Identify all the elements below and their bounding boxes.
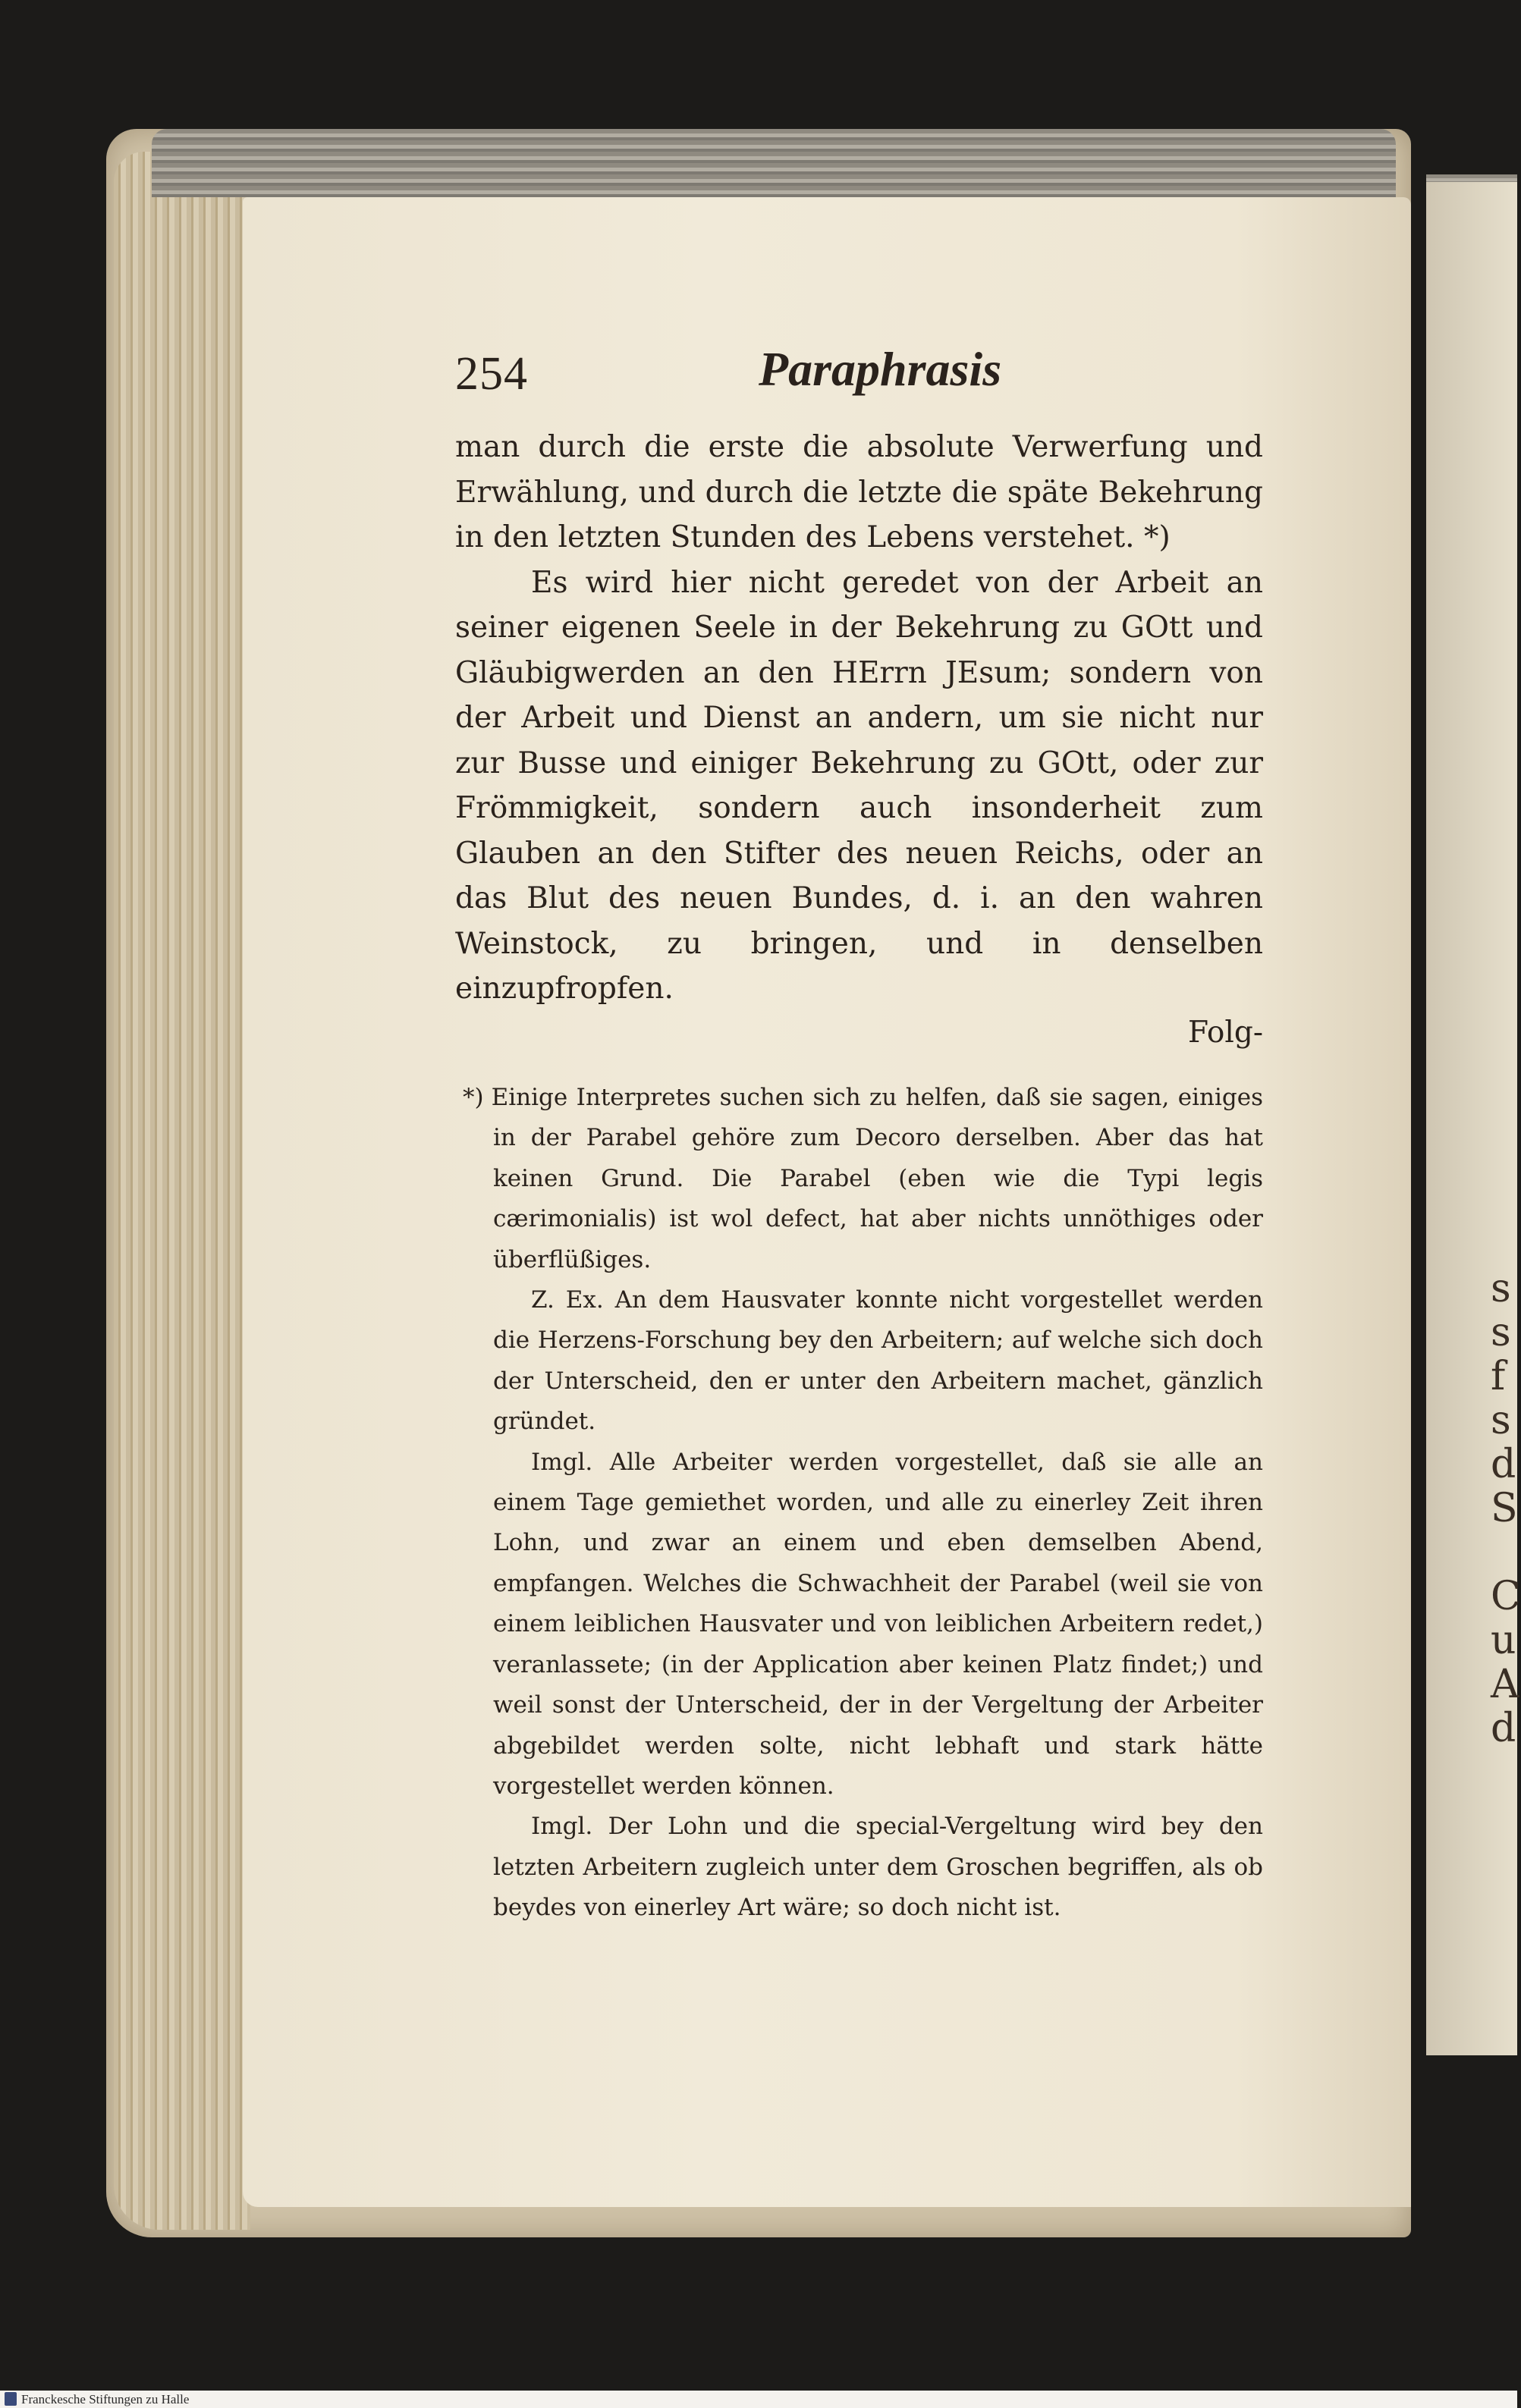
footer-bar [0, 2391, 1517, 2408]
footnote-marker: *) [463, 1084, 484, 1111]
facing-page-text-fragments [1491, 1266, 1521, 1751]
footnote-paragraph: Imgl. Alle Arbeiter werden vorgestellet, daß sie alle an einem Tage gemiethet worden, und alle zu einerley Zeit ihren Lohn, und zwar an einem und eben demselben Abend, empfangen. Welches die Schwachheit der Parabel (weil sie von einem leiblichen Hausvater und von leiblichen Arbeitern redet,) veranlassete; (in der Application aber keinen Platz findet;) und weil sonst der Unterscheid, der in der Vergeltung der Arbeiter abgebildet werden solte, nicht lebhaft und stark hätte vorgestellet werden können. [493, 1448, 1263, 1800]
footnote-paragraph: Z. Ex. An dem Hausvater konnte nicht vorgestellet werden die Herzens-Forschung bey den Arbeitern; auf welche sich doch der Unterscheid, den er unter den Arbeitern machet, gänzlich gründet. [493, 1286, 1263, 1436]
institution-logo-icon [5, 2392, 17, 2406]
footnote-paragraph: Imgl. Der Lohn und die special-Vergeltung wird bey den letzten Arbeitern zugleich unter dem Groschen begriffen, als ob beydes von einerley Art wäre; so doch nicht ist. [493, 1813, 1263, 1922]
facing-glyph: C [1491, 1574, 1521, 1619]
catchword: Folg- [1187, 1015, 1263, 1050]
running-title: Paraphrasis [759, 342, 1002, 396]
page-content [455, 341, 1263, 1929]
footer-attribution: Franckesche Stiftungen zu Halle [21, 2392, 190, 2406]
main-paragraph: Es wird hier nicht geredet von der Arbeit an seiner eigenen Seele in der Bekehrung zu GOtt und Gläubigwerden an den HErrn JEsum; sondern von der Arbeit und Dienst an andern, um sie nicht nur zur Busse und einiger Bekehrung zu GOtt, oder zur Frömmigkeit, sondern auch insonderheit zum Glauben an den Stifter des neuen Reichs, oder an das Blut des neuen Bundes, d. i. an den wahren Weinstock, zu bringen, und in denselben einzupfropfen. [455, 565, 1263, 1006]
facing-page [1426, 182, 1521, 2055]
facing-glyph: f [1491, 1354, 1506, 1399]
facing-glyph: u [1491, 1618, 1516, 1663]
footnote-text: Einige Interpretes suchen sich zu helfen, daß sie sagen, einiges in der Parabel gehöre zum Decoro derselben. Aber das hat keinen Grund. Die Parabel (eben wie die Typi legis cærimonialis) ist wol defect, hat aber nichts unnöthiges oder überflüßiges. [491, 1084, 1263, 1273]
facing-glyph: S [1491, 1486, 1518, 1531]
facing-glyph: s [1491, 1310, 1511, 1355]
top-page-edges [152, 129, 1396, 197]
facing-glyph: s [1491, 1266, 1511, 1311]
facing-glyph: s [1491, 1398, 1511, 1443]
page-edges [114, 152, 250, 2230]
page-number: 254 [455, 348, 528, 400]
footnote-paragraph [463, 1078, 1263, 1280]
main-text [455, 425, 1263, 1012]
running-head [455, 341, 1263, 425]
facing-glyph: A [1491, 1662, 1519, 1707]
facing-glyph: d [1491, 1706, 1516, 1751]
facing-glyph: d [1491, 1442, 1516, 1487]
main-paragraph: man durch die erste die absolute Verwerfung und Erwählung, und durch die letzte die späte Bekehrung in den letzten Stunden des Lebens verstehet. *) [455, 430, 1263, 554]
footnote [463, 1078, 1263, 1929]
